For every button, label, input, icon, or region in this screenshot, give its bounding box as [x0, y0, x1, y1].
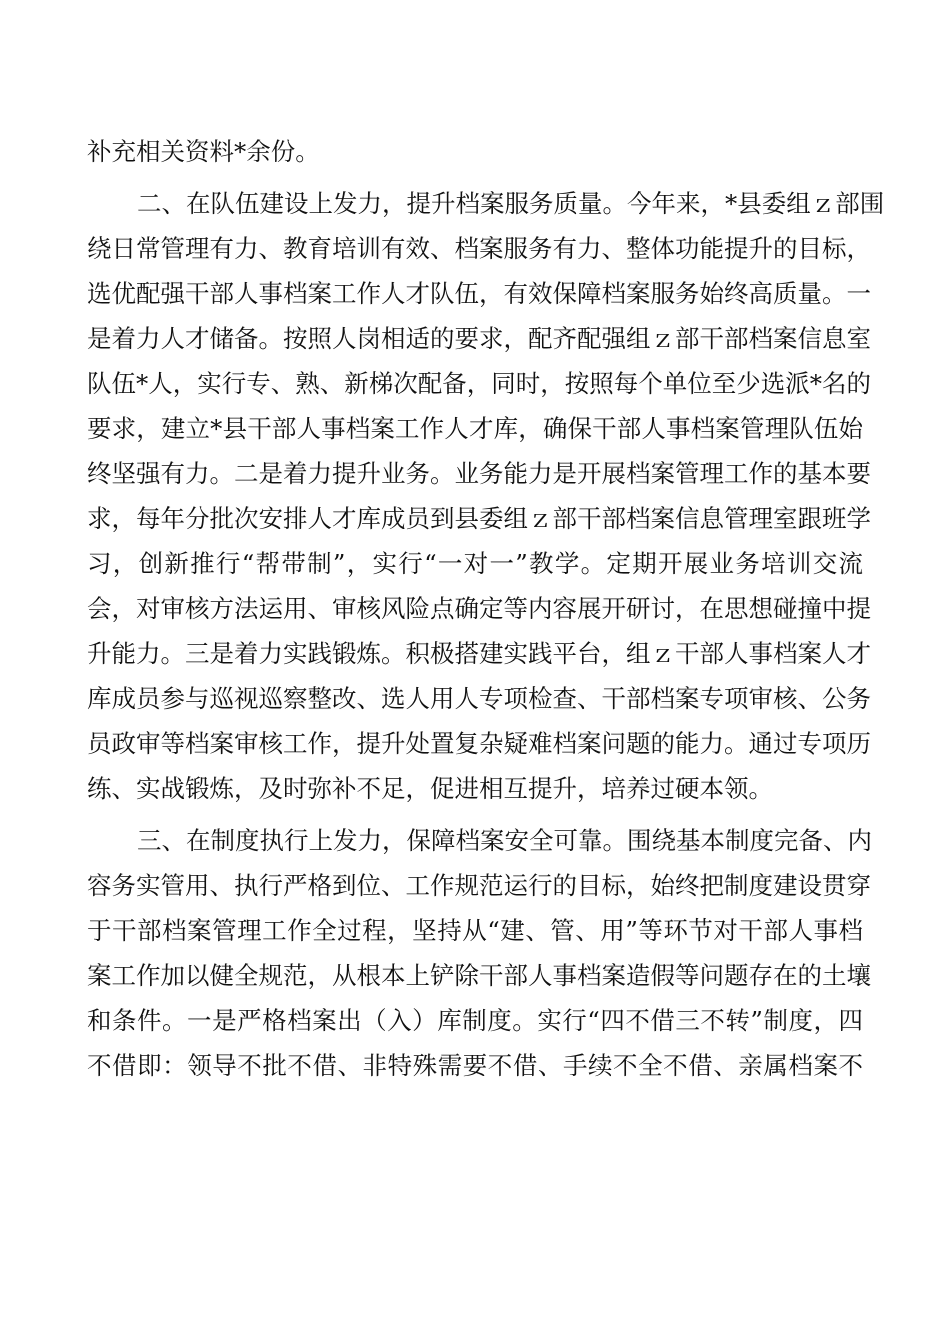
paragraph-3-line-6: 不借即：领导不批不借、非特殊需要不借、手续不全不借、亲属档案不: [87, 1051, 863, 1080]
paragraph-3-line-1: 三、在制度执行上发力，保障档案安全可靠。围绕基本制度完备、内: [137, 826, 872, 855]
paragraph-2-line-10: 会，对审核方法运用、审核风险点确定等内容展开研讨，在思想碰撞中提: [87, 594, 871, 623]
paragraph-2-line-5: 队伍*人，实行专、熟、新梯次配备，同时，按照每个单位至少选派*名的: [87, 369, 871, 398]
paragraph-2-line-6: 要求，建立*县干部人事档案工作人才库，确保干部人事档案管理队伍始: [87, 414, 863, 443]
paragraph-2-line-9: 习，创新推行“帮带制”，实行“一对一”教学。定期开展业务培训交流: [87, 549, 863, 578]
paragraph-2-line-4: 是着力人才储备。按照人岗相适的要求，配齐配强组ｚ部干部档案信息室: [87, 324, 871, 353]
paragraph-2-line-12: 库成员参与巡视巡察整改、选人用人专项检查、干部档案专项审核、公务: [87, 684, 871, 713]
paragraph-3-line-4: 案工作加以健全规范，从根本上铲除干部人事档案造假等问题存在的土壤: [87, 961, 871, 990]
paragraph-3-line-2: 容务实管用、执行严格到位、工作规范运行的目标，始终把制度建设贯穿: [87, 871, 871, 900]
paragraph-2-line-14: 练、实战锻炼，及时弥补不足，促进相互提升，培养过硬本领。: [87, 774, 773, 803]
paragraph-2-line-13: 员政审等档案审核工作，提升处置复杂疑难档案问题的能力。通过专项历: [87, 729, 871, 758]
paragraph-2-line-7: 终坚强有力。二是着力提升业务。业务能力是开展档案管理工作的基本要: [87, 459, 871, 488]
paragraph-1-line-1: 补充相关资料*余份。: [87, 137, 320, 166]
paragraph-3-line-5: 和条件。一是严格档案出（入）库制度。实行“四不借三不转”制度，四: [87, 1006, 863, 1035]
paragraph-2-line-11: 升能力。三是着力实践锻炼。积极搭建实践平台，组ｚ干部人事档案人才: [87, 639, 871, 668]
paragraph-3-line-3: 于干部档案管理工作全过程，坚持从“建、管、用”等环节对干部人事档: [87, 916, 863, 945]
paragraph-2-line-3: 选优配强干部人事档案工作人才队伍，有效保障档案服务始终高质量。一: [87, 279, 871, 308]
paragraph-2-line-1: 二、在队伍建设上发力，提升档案服务质量。今年来，*县委组ｚ部围: [137, 189, 885, 218]
paragraph-2-line-2: 绕日常管理有力、教育培训有效、档案服务有力、整体功能提升的目标，: [87, 234, 871, 263]
paragraph-2-line-8: 求，每年分批次安排人才库成员到县委组ｚ部干部档案信息管理室跟班学: [87, 504, 871, 533]
